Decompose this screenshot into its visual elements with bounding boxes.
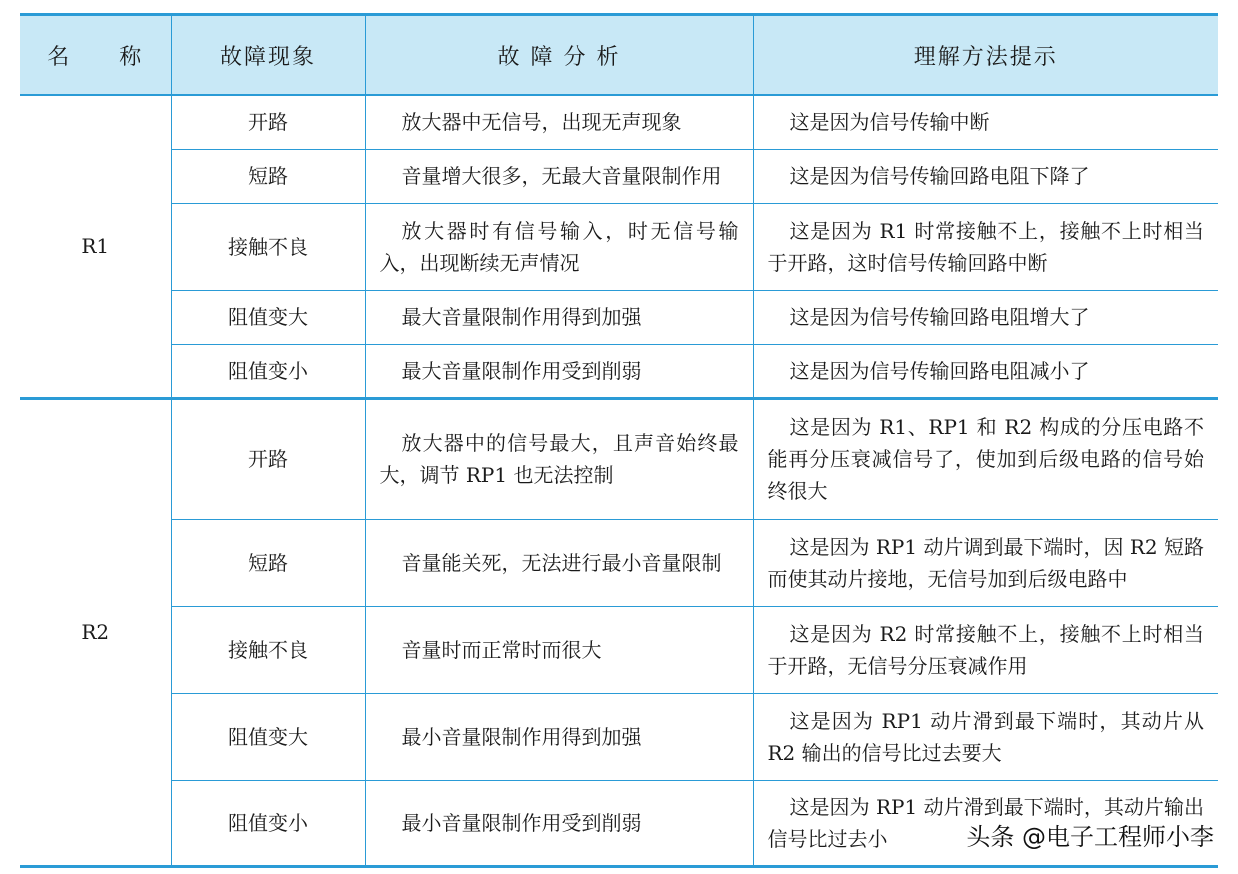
analysis-cell: 放大器时有信号输入，时无信号输入，出现断续无声情况 — [365, 203, 753, 290]
analysis-cell: 音量增大很多，无最大音量限制作用 — [365, 149, 753, 203]
table-row — [20, 290, 1218, 344]
symptom-cell: 接触不良 — [171, 203, 365, 290]
symptom-cell: 阻值变大 — [171, 693, 365, 780]
hint-cell: 这是因为 RP1 动片调到最下端时，因 R2 短路而使其动片接地，无信号加到后级电路中 — [753, 519, 1218, 606]
header-hint: 理解方法提示 — [753, 15, 1218, 96]
symptom-cell: 阻值变小 — [171, 344, 365, 398]
hint-cell: 这是因为 R2 时常接触不上，接触不上时相当于开路，无信号分压衰减作用 — [753, 606, 1218, 693]
analysis-cell: 最小音量限制作用受到削弱 — [365, 780, 753, 866]
header-row — [20, 15, 1218, 96]
watermark-text: 头条 @电子工程师小李 — [966, 823, 1214, 851]
fault-table — [20, 13, 1218, 868]
hint-cell: 这是因为 RP1 动片滑到最下端时，其动片从 R2 输出的信号比过去要大 — [753, 693, 1218, 780]
header-name: 名 称 — [20, 15, 171, 96]
symptom-cell: 短路 — [171, 519, 365, 606]
table-row — [20, 95, 1218, 149]
table-row — [20, 203, 1218, 290]
table-row — [20, 398, 1218, 519]
analysis-cell: 音量时而正常时而很大 — [365, 606, 753, 693]
component-name: R1 — [20, 95, 171, 398]
header-analysis: 故 障 分 析 — [365, 15, 753, 96]
table-row — [20, 606, 1218, 693]
hint-cell: 这是因为 R1 时常接触不上，接触不上时相当于开路，这时信号传输回路中断 — [753, 203, 1218, 290]
analysis-cell: 最小音量限制作用得到加强 — [365, 693, 753, 780]
table-row — [20, 149, 1218, 203]
table-row — [20, 693, 1218, 780]
analysis-cell: 最大音量限制作用得到加强 — [365, 290, 753, 344]
hint-cell: 这是因为 R1、RP1 和 R2 构成的分压电路不能再分压衰减信号了，使加到后级电路的信号始终很大 — [753, 398, 1218, 519]
component-name: R2 — [20, 398, 171, 866]
analysis-cell: 放大器中的信号最大，且声音始终最大，调节 RP1 也无法控制 — [365, 398, 753, 519]
symptom-cell: 开路 — [171, 398, 365, 519]
symptom-cell: 短路 — [171, 149, 365, 203]
symptom-cell: 阻值变大 — [171, 290, 365, 344]
hint-cell: 这是因为信号传输中断 — [753, 95, 1218, 149]
hint-cell: 这是因为信号传输回路电阻下降了 — [753, 149, 1218, 203]
analysis-cell: 音量能关死，无法进行最小音量限制 — [365, 519, 753, 606]
table-row — [20, 344, 1218, 398]
hint-cell: 这是因为信号传输回路电阻减小了 — [753, 344, 1218, 398]
symptom-cell: 接触不良 — [171, 606, 365, 693]
analysis-cell: 放大器中无信号，出现无声现象 — [365, 95, 753, 149]
symptom-cell: 阻值变小 — [171, 780, 365, 866]
table-row — [20, 519, 1218, 606]
analysis-cell: 最大音量限制作用受到削弱 — [365, 344, 753, 398]
header-symptom: 故障现象 — [171, 15, 365, 96]
symptom-cell: 开路 — [171, 95, 365, 149]
hint-cell: 这是因为 RP1 动片滑到最下端时，其动片输出信号比过去小 — [753, 780, 1218, 866]
hint-cell: 这是因为信号传输回路电阻增大了 — [753, 290, 1218, 344]
